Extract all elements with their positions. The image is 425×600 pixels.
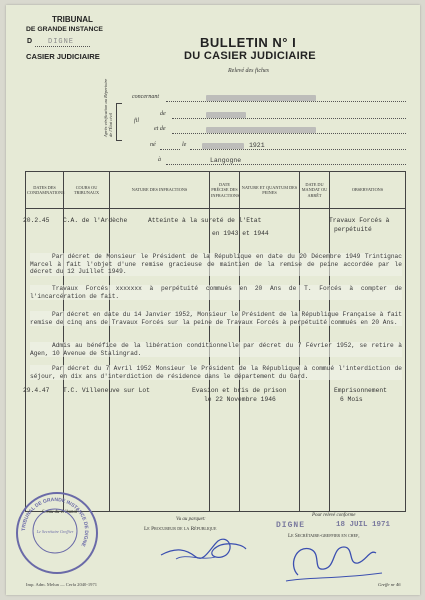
row2-nature-a: Evasion et bris de prison <box>192 387 287 394</box>
concernant-label: concernant <box>132 94 159 100</box>
seal-caption: Sceau du Tribunal <box>42 510 78 515</box>
row2-court: T.C. Villeneuve sur Lot <box>63 387 150 394</box>
row1-nature-b: en 1943 et 1944 <box>212 230 269 237</box>
greffier-signature <box>278 535 388 587</box>
col-header-cours: COURS OU TRIBUNAUX <box>64 172 110 209</box>
row2-date: 29.4.47 <box>23 387 50 394</box>
paragraph-interdiction: Par décret du 7 Avril 1952 Monsieur le Président de la République à commué l'interdiction de séjour, en dix ans d'interdiction de résidence dans le département du Gard. <box>30 365 402 380</box>
greffe-number: Greffe nr 46 <box>378 582 401 587</box>
seal-ring-svg <box>16 492 94 570</box>
col-header-mandat: DATE DU MANDAT OU ARRÊT <box>300 172 330 209</box>
et-de-line <box>172 133 406 134</box>
row1-obs-b: perpétuité <box>334 226 372 233</box>
seal-center-text: Le Secrétaire Greffier <box>36 529 74 534</box>
birth-place: Langogne <box>210 157 242 164</box>
redacted-mother <box>206 127 316 133</box>
tribunal-line2: DE GRANDE INSTANCE <box>26 26 103 33</box>
bulletin-sheet <box>6 5 420 595</box>
col-header-peines: NATURE ET QUANTUM DES PEINES <box>240 172 300 209</box>
greffier-label: Le Secrétaire-greffier en chef, <box>288 533 360 539</box>
row1-date: 20.2.45 <box>23 217 50 224</box>
row1-obs-a: Travaux Forcés à <box>329 217 390 224</box>
le-label: le <box>182 142 187 148</box>
svg-text:TRIBUNAL DE GRANDE INSTANCE DE <box>21 497 89 548</box>
concernant-line <box>166 101 406 102</box>
col-header-observations: OBSERVATIONS <box>330 172 406 209</box>
de-label: de <box>160 111 166 117</box>
le-line <box>190 149 406 150</box>
redacted-name <box>206 95 316 101</box>
procureur-signature <box>156 527 251 567</box>
row2-obs-a: Emprisonnement <box>334 387 387 394</box>
verification-note: Après vérification au Répertoire de l'État civil <box>103 78 113 137</box>
bracket <box>116 103 122 141</box>
ne-line <box>160 149 180 150</box>
seal-ring-text: TRIBUNAL DE GRANDE INSTANCE DE DIGNE <box>20 496 90 548</box>
de-line <box>172 118 406 119</box>
row1-court: C.A. de l'Ardèche <box>63 217 128 224</box>
paragraph-decret-1949: Par décret de Monsieur le Président de la République en date du 20 Décembre 1949 Trintignac Marcel à fait l'objet d'une remise gracieuse de maintien de la remise de peine accordée par le décret du 12 Juillet 1949. <box>30 253 402 276</box>
tribunal-seal <box>16 492 98 574</box>
tribunal-city: DIGNE <box>48 38 75 46</box>
a-line <box>166 164 406 165</box>
a-label: à <box>158 157 161 163</box>
casier-label: CASIER JUDICIAIRE <box>26 52 100 61</box>
pour-releve: Pour relevé conforme <box>312 513 356 518</box>
paragraph-liberation: Admis au bénéfice de la libération conditionnelle par décret du 7 Février 1952, se retire à Agen, 10 Avenue de Stalingrad. <box>30 342 402 357</box>
col-header-nature: NATURE DES INFRACTIONS <box>110 172 210 209</box>
ne-label: né <box>150 142 156 148</box>
row1-nature-a: Atteinte à la sureté de l'Etat <box>148 217 262 224</box>
paragraph-commutation: Travaux Forcés xxxxxxx à perpétuité commués en 20 Ans de T. Forcés à compter de l'incarcération de fait. <box>30 285 402 300</box>
redacted-birthdate <box>202 143 244 149</box>
procureur-label: Le Procureur de la République <box>144 526 217 532</box>
tribunal-city-line <box>35 46 90 47</box>
fils-label: fil <box>134 118 140 124</box>
stamp-date: 18 JUIL 1971 <box>336 521 391 529</box>
imprint: Imp. Adm. Melun — Cerfa 2040-1971 <box>26 582 98 587</box>
vu-au-parquet: Vu au parquet: <box>176 517 206 522</box>
birth-year: 1921 <box>249 142 265 149</box>
redacted-father <box>206 112 246 118</box>
paragraph-decret-1952: Par décret en date du 14 Janvier 1952, Monsieur le Président de la République Française à fait remise de cinq ans de Travaux Forcés sur la peine de Travaux Forcés à perpétuité commués en 20 Ans. <box>30 311 402 326</box>
et-de-label: et de <box>154 126 166 132</box>
bulletin-title: BULLETIN N° I <box>200 35 297 50</box>
row2-nature-b: le 22 Novembre 1946 <box>204 396 276 403</box>
col-header-dates: DATES DES CONDAMNATIONS <box>26 172 64 209</box>
bulletin-subtitle: DU CASIER JUDICIAIRE <box>184 50 316 62</box>
row2-obs-b: 6 Mois <box>340 396 363 403</box>
tribunal-line1: TRIBUNAL <box>52 15 93 24</box>
table-header-row <box>26 172 406 209</box>
tribunal-d: D <box>27 38 33 45</box>
col-header-date-precise: DATE PRÉCISE DES INFRACTIONS <box>210 172 240 209</box>
stamp-city: DIGNE <box>276 521 306 530</box>
releve-label: Relevé des fiches <box>228 68 269 74</box>
